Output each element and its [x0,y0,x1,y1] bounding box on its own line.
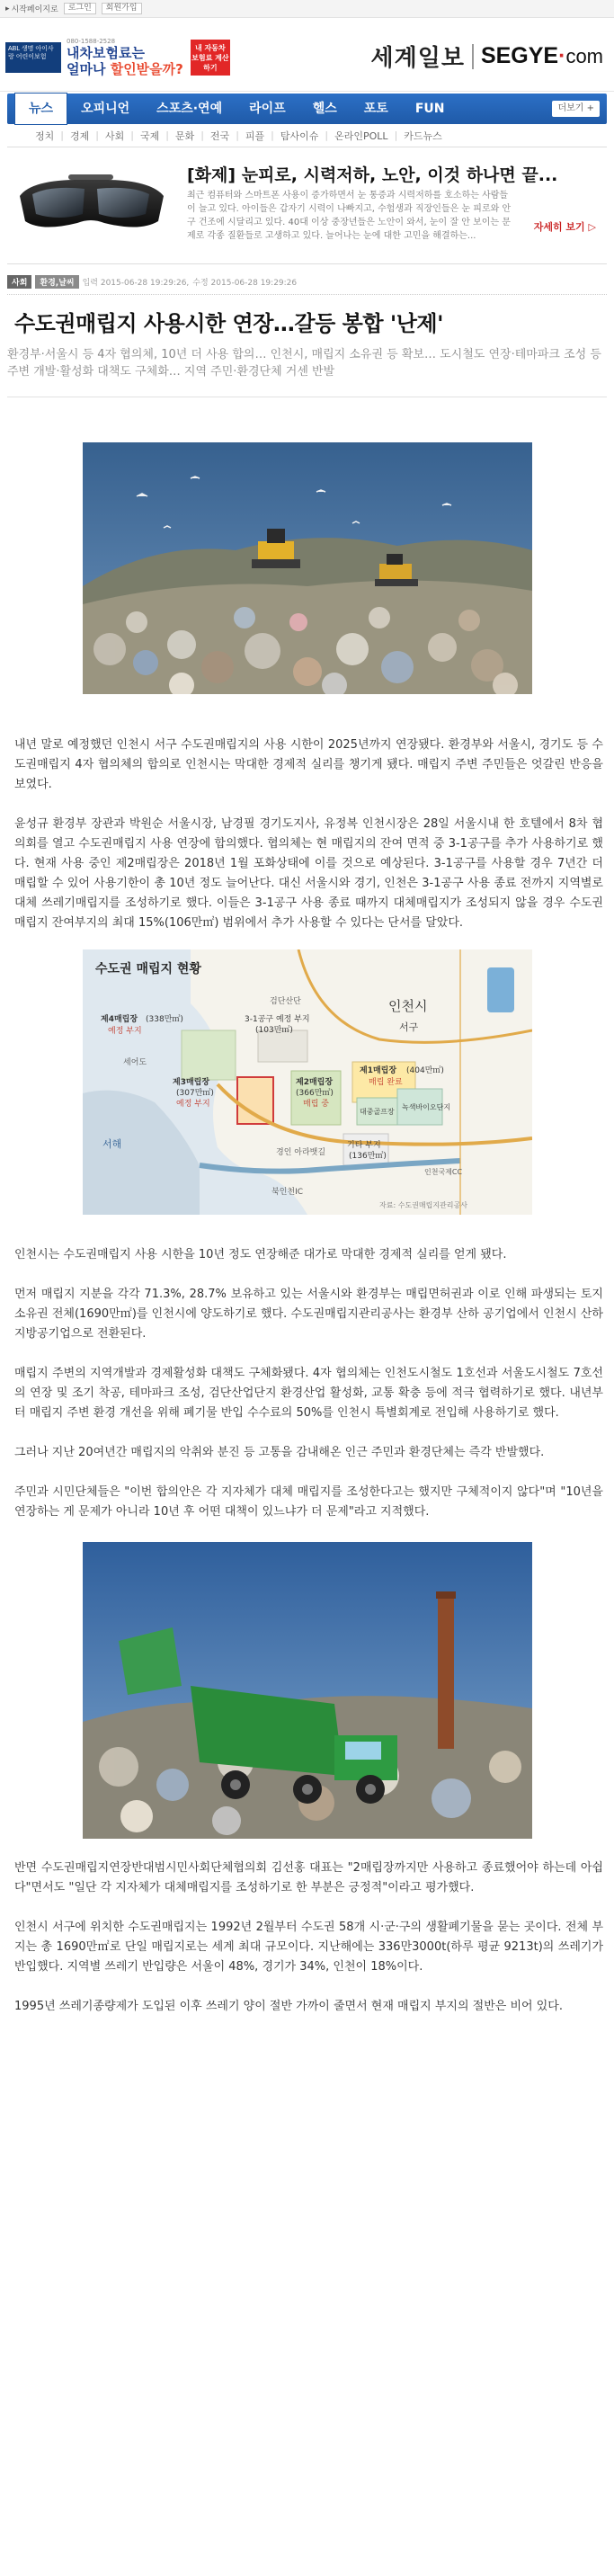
nav-item-opinion[interactable]: 오피니언 [81,102,130,116]
other-site-area: (136만㎡) [348,1152,387,1161]
landfill3-note: 예정 부지 [175,1100,210,1109]
ad-cta-button[interactable]: 내 자동차 보험료 계산하기 [191,40,230,76]
landfill3-1-name: 3-1공구 예정 부지 [244,1015,310,1024]
subnav-item-investigative[interactable]: 탐사이슈 [280,129,319,142]
nav-item-fun[interactable]: FUN [414,102,445,116]
ad-line1: 내차보험료는 [67,45,145,61]
set-homepage-label: 시작페이지로 [11,5,58,14]
insurance-ad-banner[interactable] [5,36,230,79]
ad-phone: 080-1588-2528 [67,38,116,45]
article-paragraph: 인천시 서구에 위치한 수도권매립지는 1992년 2월부터 수도권 58개 시·군·구의 생활폐기물을 묻는 곳이다. 전체 부지는 총 1690만㎡로 단일 매립지로는 세계 최대 규모이다. 지난해에는 336만3000t(하루 평균 9213t)의 쓰레기가 반입했다. 지역별 쓰레기 반입량은 서울이 48%, 경기가 34%, 인천이 18%이다. [14,1921,603,1974]
nav-item-life[interactable]: 라이프 [249,102,286,116]
promo-more-link[interactable] [534,219,596,234]
subnav-separator: | [236,129,239,141]
subnav-separator: | [200,129,204,141]
golf-label: 대중골프장 [359,1108,395,1116]
article-header [7,275,607,337]
set-homepage-link[interactable] [5,3,58,14]
map-title: 수도권 매립지 현황 [94,962,201,976]
article-paragraph: 반면 수도권매립지연장반대범시민사회단체협의회 김선홍 대표는 "2매립장까지만 사용하고 종료했어야 하는데 아쉽다"면서도 "일단 각 지자체가 대체매립지를 조성하기로 한 부분은 긍정적"이라고 평가했다. [14,1861,603,1894]
ad-text [67,38,183,77]
ad-line2 [67,61,183,77]
logo-divider [472,44,474,69]
article-paragraph: 먼저 매립지 지분을 각각 71.3%, 28.7% 보유하고 있는 서울시와 환경부는 매립면허권과 이로 인해 파생되는 토지 소유권 전체(1690만㎡)를 인천시에 양도하기로 했다. 수도권매립지관리공사는 환경부 산하 공기업에서 인천시 산하 지방공기업으로 전환된다. [14,1288,603,1341]
promo-more-label: 자세히 보기 [533,221,585,233]
ad-brand-logo: ABL 생명 아이사랑 어린이보험 [5,42,61,73]
login-button[interactable]: 로그인 [64,3,96,14]
nav-item-news[interactable]: 뉴스 [14,93,67,125]
landfill2-area: (366만㎡) [295,1089,334,1098]
logo-english-main: SEGYE [480,43,559,68]
plus-icon: + [586,103,594,113]
nav-item-health[interactable]: 헬스 [312,102,337,116]
map-bukincheon-label: 북인천IC [271,1188,303,1197]
map-seogu-label: 서구 [398,1021,418,1033]
map-gyeongin-label: 경인 아라뱃길 [275,1148,325,1157]
landfill4-area: (338만㎡) [145,1015,183,1024]
join-button[interactable]: 회원가입 [102,3,142,14]
input-time: 입력 2015-06-28 19:29:26, [82,279,190,288]
article-paragraph: 내년 말로 예정했던 인천시 서구 수도권매립지의 사용 시한이 2025년까지 연장됐다. 환경부와 서울시, 경기도 등 수도권매립지 4자 협의체의 합의로 인천시는 막대한 경제적 실리를 챙기게 됐다. 매립지 주변 주민들은 엇갈린 반응을 보였다. [14,738,603,791]
subnav-separator: | [394,129,398,141]
article-paragraph: 주민과 시민단체들은 "이번 합의안은 각 지자체가 대체 매립지를 조성한다고는 했지만 구체적이지 않다"며 "10년을 연장하는 게 문제가 아니라 10년 후 어떤 대책이 있느냐가 더 문제"라고 지적했다. [14,1485,603,1519]
segye-logo[interactable] [370,40,603,73]
article-paragraph: 인천시는 수도권매립지 사용 시한을 10년 정도 연장해준 대가로 막대한 경제적 실리를 얻게 됐다. [14,1248,507,1261]
landfill-bulldozer-photo [83,442,532,694]
logo-english-suffix: com [565,45,603,67]
ad-line2-prefix: 얼마나 [67,61,111,77]
subnav-item-cardnews[interactable]: 카드뉴스 [404,129,442,142]
article-paragraph: 그러나 지난 20여년간 매립지의 악취와 분진 등 고통을 감내해온 인근 주민과 환경단체는 즉각 반발했다. [14,1446,545,1459]
article-meta [7,275,607,295]
subnav-item-politics[interactable]: 정치 [35,129,55,142]
subcategory-badge[interactable]: 환경,날씨 [35,275,78,289]
smokestack-icon [438,1596,454,1749]
subnav-item-national[interactable]: 전국 [209,129,230,142]
landfill3-area: (307만㎡) [175,1089,214,1098]
subnav-item-people[interactable]: 피플 [245,129,265,142]
map-source-label: 자료: 수도권매립지관리공사 [378,1201,467,1209]
subnav-item-poll[interactable]: 온라인POLL [334,129,388,142]
article-paragraph: 매립지 주변의 지역개발과 경제활성화 대책도 구체화됐다. 4자 협의체는 인천도시철도 1호선과 서울도시철도 7호선의 연장 및 조기 착공, 테마파크 조성, 검단산업단지 환경산업 활성화, 교통 확충 등에 적극 협력하기로 했다. 내년부터 매립지 주변 환경 개선을 위해 폐기물 반입 수수료의 50%를 인천시 특별회계로 전입해 사용하기로 했다. [14,1367,603,1420]
nav-item-photo[interactable]: 포토 [363,102,388,116]
promo-description: 최근 컴퓨터와 스마트폰 사용이 증가하면서 눈 통증과 시력저하를 호소하는 사람들이 늘고 있다. 아이들은 갑자기 시력이 나빠지고, 수험생과 직장인들은 눈 피로와 안구 건조에 시달리고 있다. 40대 이상 중장년들은 노안이 와서, 눈이 잘 안 보이는 문제로 각종 질환들로 고생하고 있다. 늘어나는 눈에 대한 고민을 해결하는... [187,191,512,241]
landfill2-note: 매립 중 [302,1100,329,1109]
landfill-dump-truck-photo [83,1542,532,1839]
logo-english-dot: · [558,43,566,68]
sub-nav [7,124,607,147]
arrow-right-icon: ▷ [588,221,596,233]
map-incheon-label: 인천시 [387,998,427,1014]
home-icon: ▸ [5,4,10,13]
article-subhead: 환경부·서울시 등 4자 협의체, 10년 더 사용 합의… 인천시, 매립지 소유권 등 확보… 도시철도 연장·테마파크 조성 등 주변 개발·활성화 대책도 구체화… 지역 주민·환경단체 거센 반발 [7,346,607,397]
promo-title[interactable]: [화제] 눈피로, 시력저하, 노안, 이것 하나면 끝... [187,165,558,185]
map-geomdan-label: 검단산단 [269,997,301,1006]
nav-item-sports[interactable]: 스포츠·연예 [156,102,223,116]
top-utility-bar [0,0,614,18]
other-site-name: 기타 부지 [346,1141,381,1150]
subnav-item-world[interactable]: 국제 [139,129,160,142]
map-west-sea-label: 서해 [102,1138,121,1150]
subnav-separator: | [271,129,274,141]
edit-time: 수정 2015-06-28 19:29:26 [192,279,298,288]
green-bio-label: 녹색바이오단지 [401,1103,450,1111]
category-badge[interactable]: 사회 [7,275,31,289]
subnav-separator: | [60,129,64,141]
ad-line2-highlight: 할인받을까? [110,61,183,77]
nav-more-label: 더보기 [557,103,584,113]
article-paragraph: 윤성규 환경부 장관과 박원순 서울시장, 남경필 경기도지사, 유정복 인천시장은 28일 서울시내 한 호텔에서 8차 협의회를 열고 수도권매립지 사용 연장에 합의했다. 협의체는 현 매립지의 잔여 면적 중 3-1공구를 추가 사용하기로 했다. 현재 사용 중인 제2매립장은 2018년 1월 포화상태에 이를 것으로 예상된다. 3-1공구를 사용할 경우 7년간 더 매립할 수 있어 사용기한이 총 10년 정도 늘어난다. 대신 서울시와 경기, 인천은 3-1공구 사용 종료 전까지 지역별로 대체 쓰레기매립지를 조성하기로 했다. 이들은 3-1공구 사용 종료 때까지 대체매립지가 조성되지 않을 경우 수도권매립지 잔여부지의 최대 15%(106만㎡) 범위에서 추가 사용할 수 있다는 단서를 달았다. [14,817,603,930]
promo-goggles-image [14,169,167,237]
landfill2-name: 제2매립장 [295,1078,333,1087]
landfill4-name: 제4매립장 [100,1015,138,1024]
landfill1-area: (404만㎡) [405,1066,444,1075]
landfill1-note: 매립 완료 [368,1078,403,1087]
logo-korean: 세계일보 [370,45,465,72]
subnav-separator: | [130,129,134,141]
subnav-separator: | [165,129,169,141]
article-paragraph: 1995년 쓰레기종량제가 도입된 이후 쓰레기 양이 절반 가까이 줄면서 현재 매립지 부지의 절반은 비어 있다. [14,2000,563,2013]
article-headline: 수도권매립지 사용시한 연장…갈등 봉합 '난제' [14,311,443,336]
map-cc-label: 인천국제CC [423,1168,462,1176]
subnav-item-economy[interactable]: 경제 [69,129,90,142]
site-header [0,18,614,92]
landfill3-name: 제3매립장 [172,1078,209,1087]
subnav-item-culture[interactable]: 문화 [174,129,195,142]
landfill-status-map [83,949,532,1215]
nav-more-button[interactable] [552,101,600,117]
map-saeeodo-label: 세어도 [122,1058,147,1067]
landfill1-name: 제1매립장 [359,1066,396,1075]
subnav-separator: | [95,129,99,141]
promo-block[interactable] [7,156,607,264]
subnav-separator: | [325,129,329,141]
logo-english [481,43,603,69]
landfill3-1-area: (103만㎡) [254,1026,293,1035]
subnav-item-society[interactable]: 사회 [104,129,125,142]
landfill4-note: 예정 부지 [107,1027,142,1036]
main-nav [7,94,607,124]
